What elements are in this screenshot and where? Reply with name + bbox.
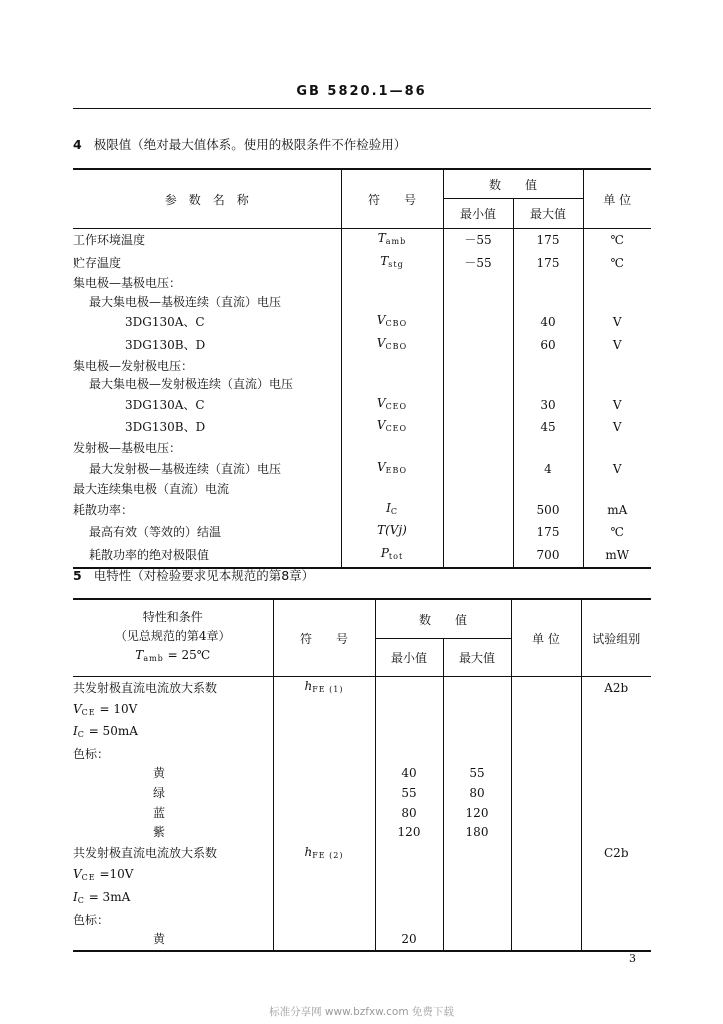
row-group <box>581 888 651 911</box>
row-min <box>443 458 513 481</box>
electrical-table-body <box>73 677 651 951</box>
row-symbol: $V_{CBO}$ <box>341 311 443 334</box>
section-4-heading: 极限值（绝对最大值体系。使用的极限条件不作检验用） <box>93 137 407 152</box>
limits-table <box>73 168 651 569</box>
row-symbol <box>273 804 375 824</box>
section-5-number: 5 <box>73 568 82 583</box>
row-min <box>443 274 513 293</box>
row-name: 黄 <box>153 932 166 947</box>
row-max <box>513 293 583 312</box>
row-unit <box>511 700 581 723</box>
row-unit: mA <box>583 499 651 522</box>
table-row <box>73 252 651 275</box>
table-row <box>73 334 651 357</box>
row-unit: ℃ <box>583 229 651 252</box>
row-unit <box>511 722 581 745</box>
row-max <box>443 865 511 888</box>
table-row <box>73 439 651 458</box>
section-4-number: 4 <box>73 137 82 152</box>
row-max <box>443 722 511 745</box>
row-min <box>443 499 513 522</box>
row-name: 耗散功率的绝对极限值 <box>89 547 210 562</box>
section-4-title <box>73 135 406 153</box>
row-unit <box>511 865 581 888</box>
table-row <box>73 843 651 866</box>
row-unit: V <box>583 334 651 357</box>
row-min: 55 <box>375 784 443 804</box>
col-symbol-header: 符 号 <box>273 599 375 677</box>
row-max: 60 <box>513 334 583 357</box>
row-min: 20 <box>375 930 443 951</box>
row-symbol: T(Vj) <box>341 521 443 544</box>
row-max: 500 <box>513 499 583 522</box>
row-min <box>375 722 443 745</box>
row-min <box>443 311 513 334</box>
row-symbol <box>273 888 375 911</box>
table-row <box>73 274 651 293</box>
row-max: 4 <box>513 458 583 481</box>
row-min <box>443 480 513 499</box>
row-unit <box>511 843 581 866</box>
row-group <box>581 745 651 765</box>
row-group <box>581 911 651 931</box>
row-name: 最大发射极—基极连续（直流）电压 <box>89 461 282 476</box>
row-min <box>443 357 513 376</box>
electrical-characteristics-table <box>73 598 651 952</box>
row-unit <box>583 357 651 376</box>
table-row <box>73 293 651 312</box>
row-min: 40 <box>375 764 443 784</box>
row-unit <box>583 480 651 499</box>
table-row <box>73 865 651 888</box>
row-min: 80 <box>375 804 443 824</box>
table-row <box>73 784 651 804</box>
row-unit <box>583 293 651 312</box>
row-max <box>443 930 511 951</box>
row-name: 最大集电极—发射极连续（直流）电压 <box>89 377 294 392</box>
row-name: 3DG130B、D <box>125 337 206 352</box>
table-row <box>73 458 651 481</box>
row-max: 30 <box>513 394 583 417</box>
row-symbol: $V_{CEO}$ <box>341 394 443 417</box>
row-symbol: $V_{EBO}$ <box>341 458 443 481</box>
row-symbol <box>273 911 375 931</box>
row-unit: V <box>583 458 651 481</box>
row-max <box>443 911 511 931</box>
row-max: 120 <box>443 804 511 824</box>
table-row <box>73 394 651 417</box>
row-name: 集电极—发射极电压： <box>73 358 194 373</box>
table-row <box>73 888 651 911</box>
section-5-heading: 电特性（对检验要求见本规范的第8章） <box>93 568 315 583</box>
row-min <box>375 911 443 931</box>
col-max-header: 最大值 <box>443 639 511 677</box>
table-row <box>73 544 651 568</box>
table-row <box>73 677 651 700</box>
table-row <box>73 700 651 723</box>
row-symbol: $V_{CEO}$ <box>341 416 443 439</box>
row-max <box>513 274 583 293</box>
row-symbol: $T_{stg}$ <box>341 252 443 275</box>
row-unit <box>583 274 651 293</box>
row-unit <box>583 439 651 458</box>
col-max-header: 最大值 <box>513 199 583 229</box>
row-symbol <box>341 274 443 293</box>
row-min <box>443 334 513 357</box>
row-min: －55 <box>443 229 513 252</box>
row-unit <box>511 823 581 843</box>
row-symbol <box>341 375 443 394</box>
col-min-header: 最小值 <box>443 199 513 229</box>
row-name: 3DG130A、C <box>125 397 205 412</box>
row-unit <box>583 375 651 394</box>
row-unit: V <box>583 416 651 439</box>
row-max: 180 <box>443 823 511 843</box>
row-max <box>513 480 583 499</box>
row-max: 175 <box>513 521 583 544</box>
section-5-title <box>73 566 314 584</box>
col-characteristic-header <box>73 599 273 677</box>
row-unit <box>511 784 581 804</box>
row-min <box>443 394 513 417</box>
table-row <box>73 764 651 784</box>
row-name: 黄 <box>153 766 166 781</box>
row-group <box>581 700 651 723</box>
table-row <box>73 930 651 951</box>
row-symbol <box>341 480 443 499</box>
row-group: A2b <box>581 677 651 700</box>
row-name: 最大集电极—基极连续（直流）电压 <box>89 294 282 309</box>
row-max: 45 <box>513 416 583 439</box>
row-symbol <box>273 823 375 843</box>
row-name: 3DG130A、C <box>125 315 205 330</box>
row-min <box>375 888 443 911</box>
row-unit: ℃ <box>583 252 651 275</box>
row-unit <box>511 804 581 824</box>
row-max <box>513 375 583 394</box>
row-symbol <box>341 439 443 458</box>
row-group <box>581 865 651 888</box>
row-symbol <box>273 784 375 804</box>
row-unit <box>511 911 581 931</box>
row-unit: mW <box>583 544 651 568</box>
row-min <box>375 843 443 866</box>
row-group <box>581 722 651 745</box>
row-max: 40 <box>513 311 583 334</box>
row-unit <box>511 745 581 765</box>
row-symbol: $P_{tot}$ <box>341 544 443 568</box>
row-group: C2b <box>581 843 651 866</box>
row-name: $I_C = 3mA$ <box>73 889 131 905</box>
table-row <box>73 416 651 439</box>
row-symbol: $h_{FE (2)}$ <box>273 843 375 866</box>
row-symbol <box>341 293 443 312</box>
standard-number-header: GB 5820.1—86 <box>296 84 427 99</box>
row-name: 色标： <box>73 746 110 761</box>
row-max <box>443 700 511 723</box>
row-min <box>443 416 513 439</box>
col-symbol-header: 符 号 <box>341 169 443 229</box>
characteristic-header-line1: 特性和条件 <box>142 610 203 624</box>
row-name: 色标： <box>73 912 110 927</box>
row-group <box>581 930 651 951</box>
header-rule <box>73 108 651 109</box>
col-unit-header: 单 位 <box>583 169 651 229</box>
row-unit <box>511 888 581 911</box>
col-min-header: 最小值 <box>375 639 443 677</box>
row-name: 绿 <box>153 785 166 800</box>
col-values-header: 数 值 <box>375 599 511 639</box>
row-symbol <box>273 865 375 888</box>
row-group <box>581 804 651 824</box>
row-name: $I_C = 50mA$ <box>73 724 138 740</box>
characteristic-header-line3: $T_{amb}$ = 25℃ <box>135 648 211 663</box>
row-unit: ℃ <box>583 521 651 544</box>
table-row <box>73 722 651 745</box>
row-max: 700 <box>513 544 583 568</box>
row-max <box>513 439 583 458</box>
row-name: $V_{CE} = 10V$ <box>73 701 138 717</box>
row-name: 发射极—基极电压： <box>73 440 182 455</box>
characteristic-header-line2: （见总规范的第4章） <box>114 629 231 643</box>
row-name: 贮存温度 <box>73 255 122 270</box>
row-group <box>581 823 651 843</box>
row-max <box>443 677 511 700</box>
row-name: 共发射极直流电流放大系数 <box>73 846 218 861</box>
row-symbol <box>273 722 375 745</box>
row-group <box>581 764 651 784</box>
row-max <box>443 745 511 765</box>
row-min <box>443 544 513 568</box>
row-name: 紫 <box>153 825 166 840</box>
row-name: 集电极—基极电压： <box>73 276 182 291</box>
row-symbol <box>273 764 375 784</box>
row-name: 耗散功率： <box>73 502 134 517</box>
row-max <box>513 357 583 376</box>
row-name: 共发射极直流电流放大系数 <box>73 680 218 695</box>
row-min <box>443 439 513 458</box>
row-name: 最大连续集电极（直流）电流 <box>73 482 230 497</box>
row-max <box>443 888 511 911</box>
row-symbol <box>273 700 375 723</box>
col-param-header: 参 数 名 称 <box>73 169 341 229</box>
row-name: 最高有效（等效的）结温 <box>89 525 222 540</box>
row-name: 工作环境温度 <box>73 233 146 247</box>
table-row <box>73 911 651 931</box>
table-row <box>73 823 651 843</box>
table-row <box>73 804 651 824</box>
table-row <box>73 521 651 544</box>
row-min <box>443 293 513 312</box>
row-symbol: $T_{amb}$ <box>341 229 443 252</box>
row-min <box>375 745 443 765</box>
row-min: －55 <box>443 252 513 275</box>
row-unit: V <box>583 394 651 417</box>
table-row <box>73 229 651 252</box>
row-unit <box>511 764 581 784</box>
row-min <box>443 521 513 544</box>
table-row <box>73 357 651 376</box>
table-row <box>73 480 651 499</box>
row-name: 蓝 <box>153 805 166 820</box>
row-symbol <box>341 357 443 376</box>
col-group-header: 试验组别 <box>581 599 651 677</box>
row-min <box>443 375 513 394</box>
row-symbol <box>273 930 375 951</box>
row-max: 175 <box>513 229 583 252</box>
page-number: 3 <box>629 952 636 965</box>
row-name: $V_{CE} =10V$ <box>73 867 134 883</box>
row-max: 175 <box>513 252 583 275</box>
row-unit <box>511 677 581 700</box>
row-symbol <box>273 745 375 765</box>
row-max: 55 <box>443 764 511 784</box>
limits-table-body <box>73 229 651 568</box>
row-symbol: $V_{CBO}$ <box>341 334 443 357</box>
col-unit-header: 单 位 <box>511 599 581 677</box>
table-row <box>73 311 651 334</box>
row-symbol: $h_{FE (1)}$ <box>273 677 375 700</box>
row-name: 3DG130B、D <box>125 420 206 435</box>
footer-watermark: 标准分享网 www.bzfxw.com 免费下载 <box>269 1006 454 1018</box>
row-max: 80 <box>443 784 511 804</box>
row-unit <box>511 930 581 951</box>
row-unit: V <box>583 311 651 334</box>
row-symbol: $I_C$ <box>341 499 443 522</box>
table-row <box>73 375 651 394</box>
row-max <box>443 843 511 866</box>
table-row <box>73 745 651 765</box>
row-min <box>375 677 443 700</box>
row-min <box>375 865 443 888</box>
row-min <box>375 700 443 723</box>
row-min: 120 <box>375 823 443 843</box>
table-row <box>73 499 651 522</box>
col-values-header: 数 值 <box>443 169 583 199</box>
row-group <box>581 784 651 804</box>
